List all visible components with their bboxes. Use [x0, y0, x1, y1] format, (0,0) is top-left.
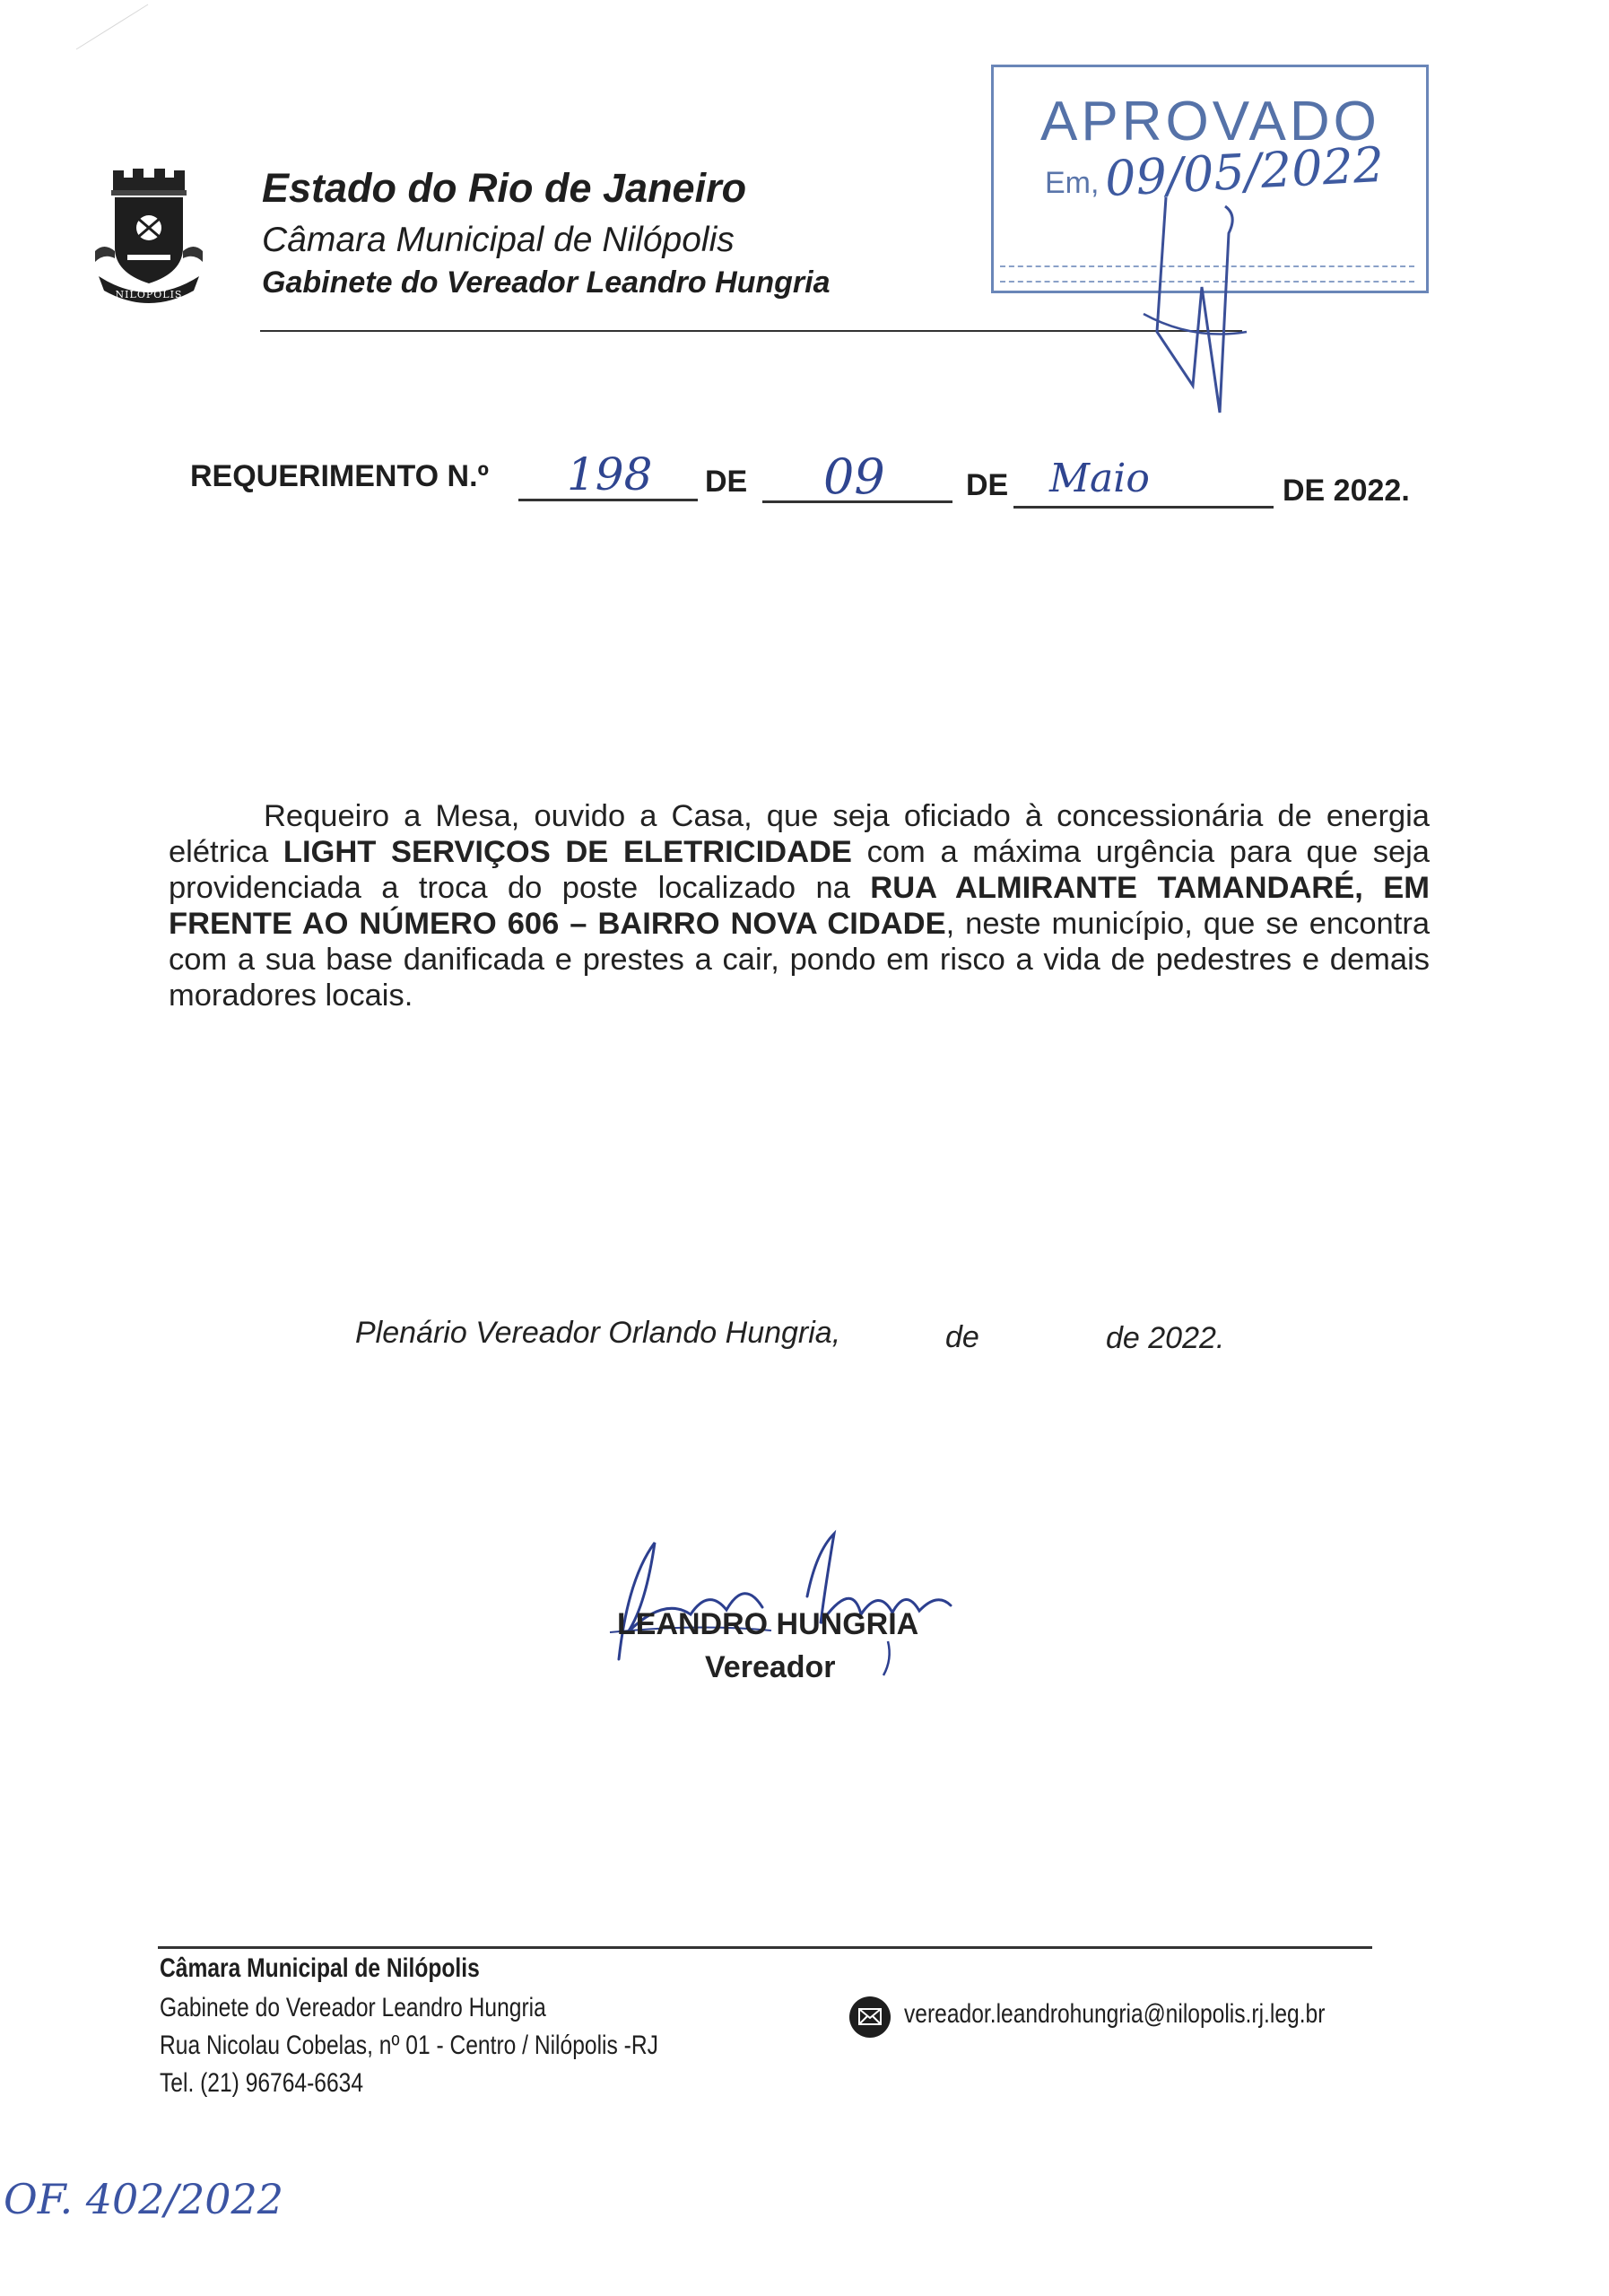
- footer-divider: [158, 1946, 1372, 1949]
- body-location: RUA ALMIRANTE TAMANDARÉ, EM FRENTE AO NÚMERO 606 – BAIRRO NOVA CIDADE: [169, 871, 1430, 941]
- footer-office: Gabinete do Vereador Leandro Hungria: [160, 1993, 546, 2022]
- footer-organization: Câmara Municipal de Nilópolis: [160, 1953, 480, 1983]
- stamp-signature-scribble: [1139, 179, 1292, 430]
- signer-role: Vereador: [705, 1650, 836, 1684]
- body-segment: , neste município, que se encontra com a sua base danificada e prestes a cair, pondo em risco a vida de pedestres e demais moradores locais.: [169, 907, 1431, 1013]
- email-icon: [848, 1996, 891, 2039]
- header-divider: [260, 330, 1242, 332]
- office-number-note: OF. 402/2022: [4, 2175, 284, 2223]
- municipal-crest-icon: [86, 161, 212, 305]
- body-segment: com a máxima urgência para que seja providenciada a troca do poste localizado na: [169, 835, 1430, 905]
- signer-name: LEANDRO HUNGRIA: [617, 1607, 919, 1641]
- request-year: DE 2022.: [1283, 474, 1410, 508]
- request-body: [169, 798, 1430, 1013]
- header-chamber: Câmara Municipal de Nilópolis: [262, 221, 735, 259]
- request-day: 09: [823, 448, 885, 505]
- footer-phone: Tel. (21) 96764-6634: [160, 2068, 364, 2098]
- month-fill-line: [1013, 506, 1274, 509]
- stamp-em-label: Em,: [1045, 166, 1100, 200]
- scan-artifact: [72, 0, 152, 54]
- closing-year: de 2022.: [1106, 1321, 1225, 1355]
- header-office: Gabinete do Vereador Leandro Hungria: [262, 265, 831, 300]
- request-de-1: DE: [705, 465, 748, 499]
- closing-de: de: [945, 1320, 979, 1354]
- request-label: REQUERIMENTO N.º: [190, 459, 489, 493]
- request-de-2: DE: [966, 468, 1009, 502]
- request-number: 198: [567, 448, 653, 500]
- header-state: Estado do Rio de Janeiro: [262, 165, 747, 211]
- footer-address: Rua Nicolau Cobelas, nº 01 - Centro / Nilópolis -RJ: [160, 2031, 658, 2060]
- body-segment: Requeiro a Mesa, ouvido a Casa, que seja oficiado à concessionária de energia elétrica: [169, 799, 1430, 869]
- stamp-status: APROVADO: [1040, 91, 1380, 152]
- crest-ribbon-text: NILÓPOLIS: [115, 289, 183, 300]
- body-company: LIGHT SERVIÇOS DE ELETRICIDADE: [283, 835, 852, 869]
- stamp-date: 09/05/2022: [1103, 135, 1386, 208]
- closing-place: Plenário Vereador Orlando Hungria,: [355, 1316, 841, 1350]
- request-month: Maio: [1049, 456, 1150, 501]
- footer-email: vereador.leandrohungria@nilopolis.rj.leg.br: [904, 1999, 1326, 2029]
